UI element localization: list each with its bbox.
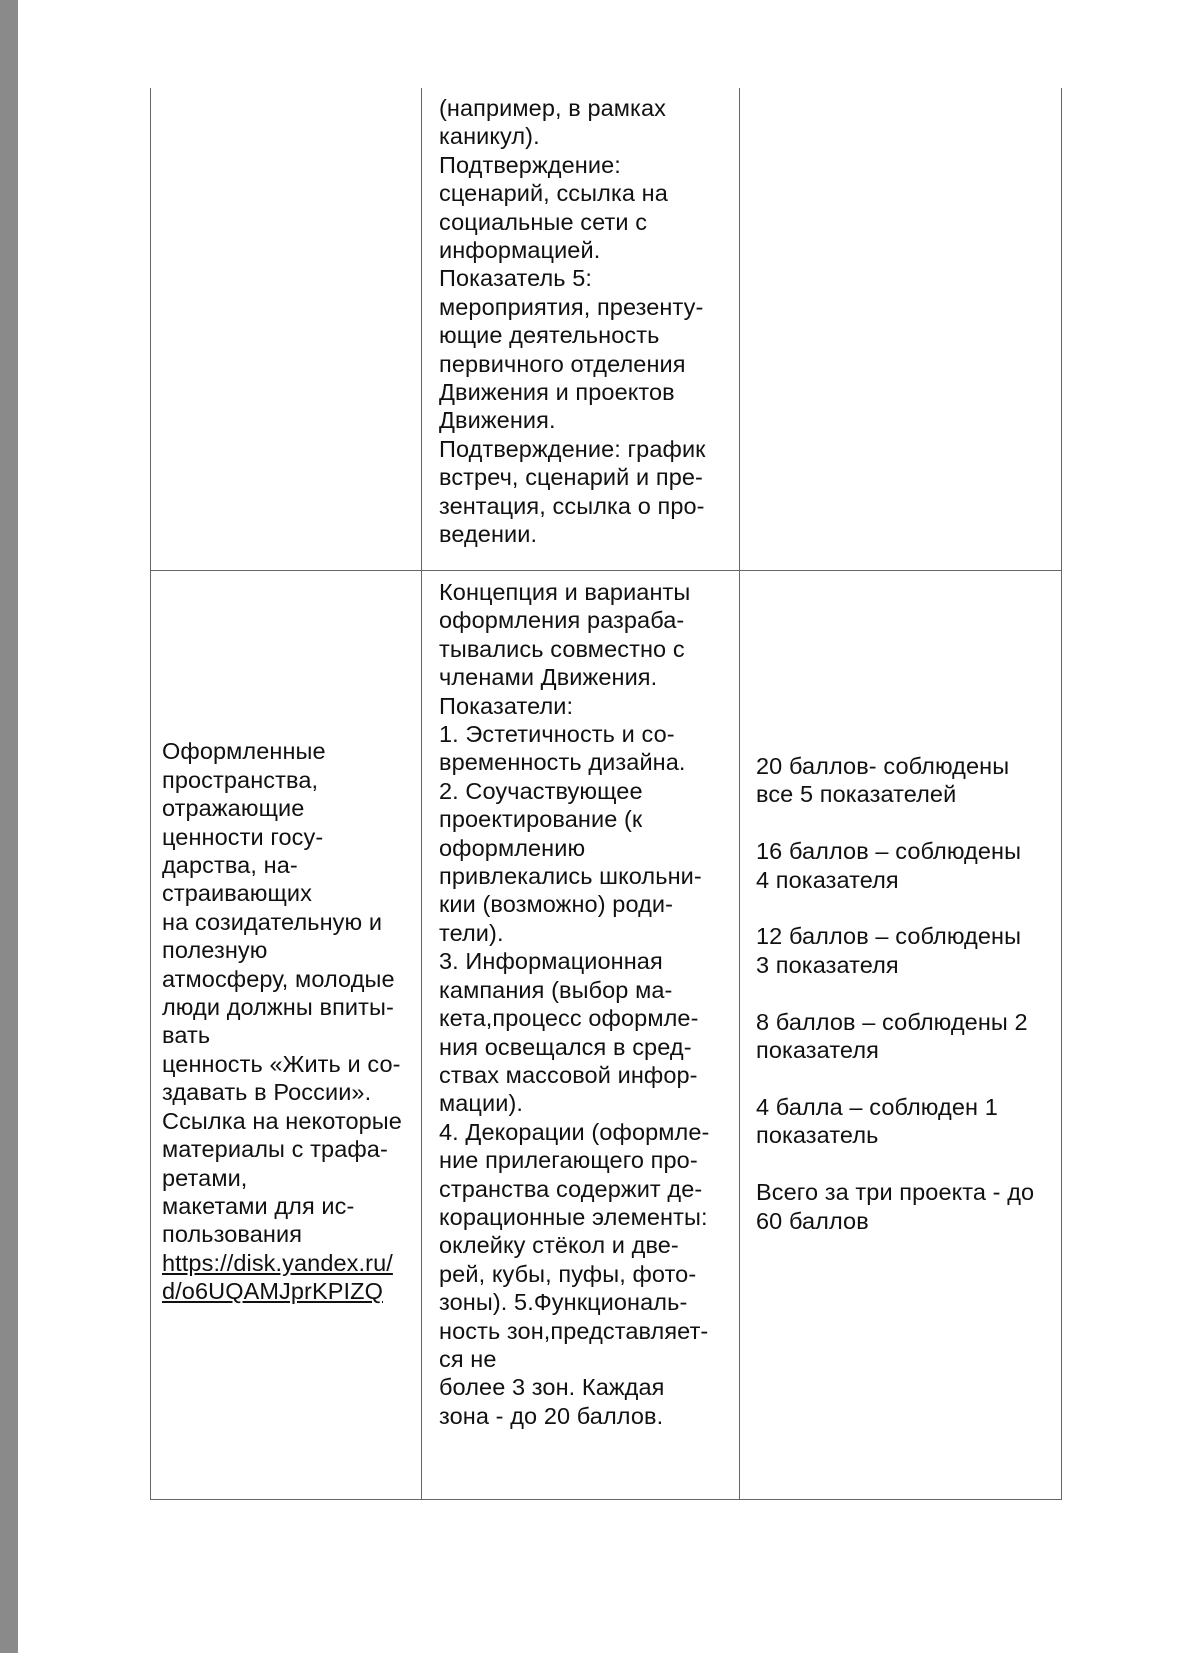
scan-edge (0, 0, 18, 1653)
table-row-2-col-3: 20 баллов- соблюдены все 5 показателей 16 баллов – соблюдены 4 показателя 12 баллов – соблюдены 3 показателя 8 баллов – соблюдены 2 показателя 4 балла – соблюден 1 показатель Всего за три проекта - до 60 баллов (756, 753, 1035, 1234)
row-divider (150, 570, 1062, 571)
table-row-1-col-2: (например, в рамках каникул). Подтверждение: сценарий, ссылка на социальные сети с информацией. Показатель 5: мероприятия, презенту- ющие деятельность первичного отделения Движения и проектов Движения. Подтверждение: график встреч, сценарий и пре- зентация, ссылка о про- ведении. (439, 95, 706, 548)
table-row-2-col-1 (162, 709, 417, 1306)
table-border-left (150, 88, 151, 1500)
table-divider-1 (421, 88, 422, 1500)
table-border-bottom (150, 1499, 1062, 1500)
table-border-right (1061, 88, 1062, 1500)
table-row-2-col-1-text: Оформленные пространства, отражающие ценности госу- дарства, на- страивающих на созидательную и полезную атмосферу, молодые люди должны впиты- вать ценность «Жить и со- здавать в России». Ссылка на некоторые материалы с трафа- ретами, макетами для ис- пользования (162, 738, 402, 1248)
table-divider-2 (739, 88, 740, 1500)
criteria-table (150, 88, 1122, 1500)
disk-yandex-link[interactable]: https://disk.yandex.ru/ d/o6UQAMJprKPIZQ (162, 1249, 393, 1305)
table-row-2-col-2: Концепция и варианты оформления разраба- тывались совместно с членами Движения. Показатели: 1. Эстетичность и со- временность дизайна. 2. Соучаствующее проектирование (к оформлению привлекались школьни- кии (возможно) роди- тели). 3. Информационная кампания (выбор ма- кета,процесс оформле- ния освещался в сред- ствах массовой инфор- мации). 4. Декорации (оформле- ние прилегающего про- странства содержит де- корационные элементы: оклейку стёкол и две- рей, кубы, пуфы, фото- зоны). 5.Функциональ- ность зон,представляет- ся не более 3 зон. Каждая зона - до 20 баллов. (439, 579, 710, 1429)
